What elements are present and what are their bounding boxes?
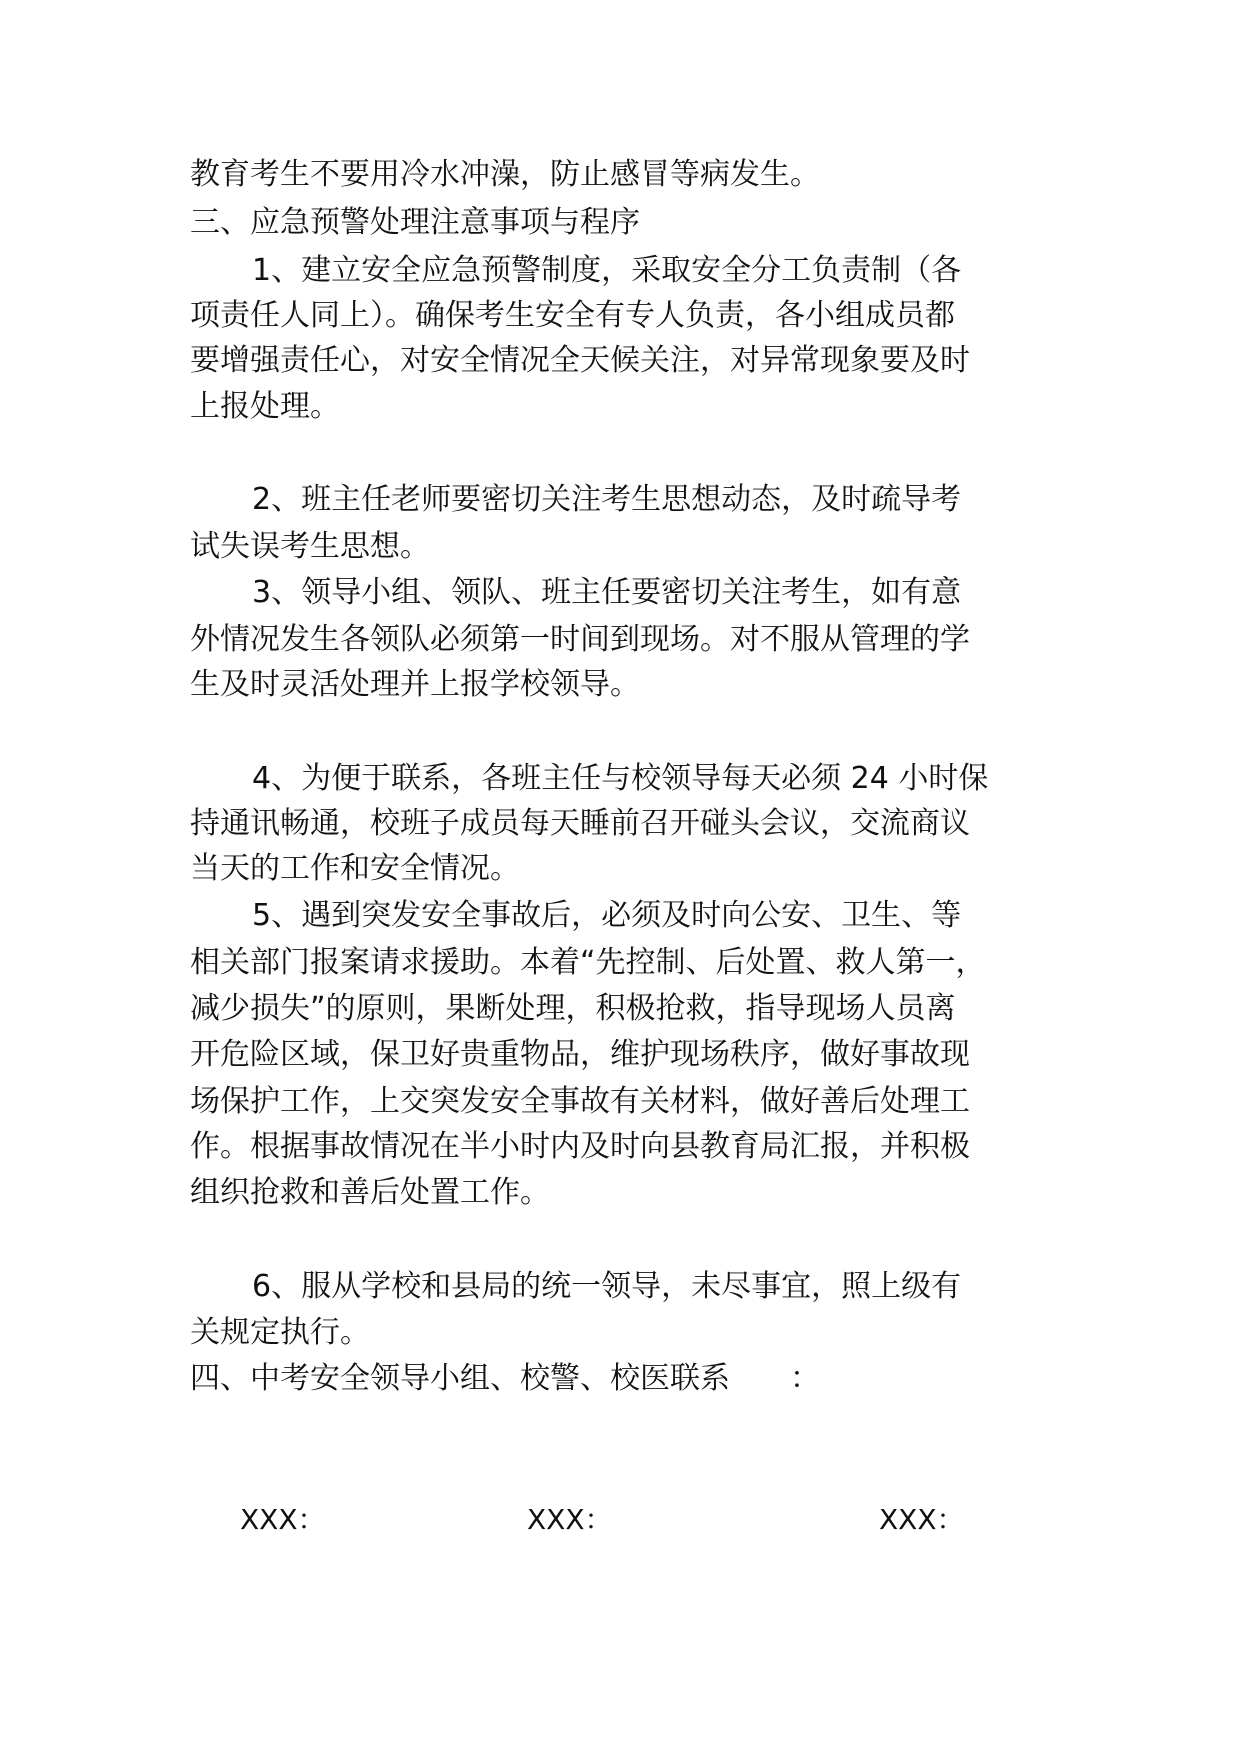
text-line: 生及时灵活处理并上报学校领导。 <box>190 667 640 702</box>
text-line: 当天的工作和安全情况。 <box>190 851 520 886</box>
text-line: 3、领导小组、领队、班主任要密切关注考生，如有意 <box>252 575 962 610</box>
text-line: 外情况发生各领队必须第一时间到现场。对不服从管理的学 <box>190 622 970 657</box>
text-line: 相关部门报案请求援助。本着“先控制、后处置、救人第一， <box>190 945 986 980</box>
section-heading: 三、应急预警处理注意事项与程序 <box>190 205 640 240</box>
text-line: 上报处理。 <box>190 389 340 424</box>
text-line: 教育考生不要用冷水冲澡，防止感冒等病发生。 <box>190 157 820 192</box>
text-line: 要增强责任心，对安全情况全天候关注，对异常现象要及时 <box>190 343 970 378</box>
text-line: 4、为便于联系，各班主任与校领导每天必须 24 小时保 <box>252 761 989 796</box>
text-line: 6、服从学校和县局的统一领导，未尽事宜，照上级有 <box>252 1269 962 1304</box>
contact-placeholder: XXX： <box>240 1503 326 1536</box>
contact-placeholder: XXX： <box>527 1503 613 1536</box>
text-line: 持通讯畅通，校班子成员每天睡前召开碰头会议，交流商议 <box>190 806 970 841</box>
text-line: 减少损失”的原则，果断处理，积极抢救，指导现场人员离 <box>190 991 956 1026</box>
text-line: 1、建立安全应急预警制度，采取安全分工负责制（各 <box>252 253 962 288</box>
text-line: 场保护工作，上交突发安全事故有关材料，做好善后处理工 <box>190 1084 970 1119</box>
text-line: 作。根据事故情况在半小时内及时向县教育局汇报，并积极 <box>190 1129 970 1164</box>
text-line: 2、班主任老师要密切关注考生思想动态，及时疏导考 <box>252 482 962 517</box>
text-line: 试失误考生思想。 <box>190 529 430 564</box>
text-line: 关规定执行。 <box>190 1315 370 1350</box>
text-line: 组织抢救和善后处置工作。 <box>190 1175 550 1210</box>
contact-placeholder: XXX： <box>879 1503 965 1536</box>
section-heading: 四、中考安全领导小组、校警、校医联系 ： <box>190 1361 820 1396</box>
text-line: 项责任人同上）。确保考生安全有专人负责，各小组成员都 <box>190 298 955 333</box>
text-line: 5、遇到突发安全事故后，必须及时向公安、卫生、等 <box>252 898 962 933</box>
text-line: 开危险区域，保卫好贵重物品，维护现场秩序，做好事故现 <box>190 1037 970 1072</box>
